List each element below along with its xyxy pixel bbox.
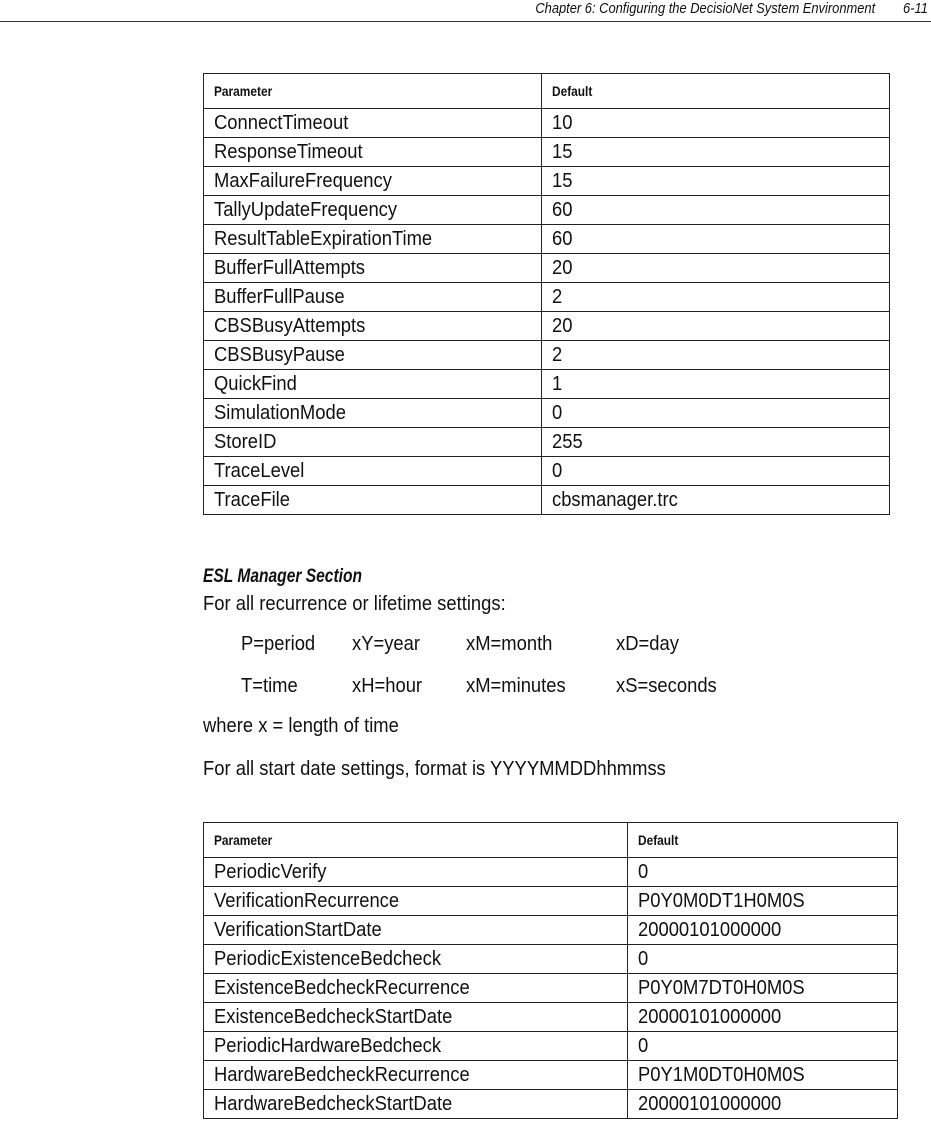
default-value-cell: 15 — [542, 138, 890, 167]
chapter-title: Chapter 6: Configuring the DecisioNet System Environment — [535, 0, 875, 17]
recurrence-intro: For all recurrence or lifetime settings: — [203, 593, 506, 615]
legend-minutes: xM=minutes — [466, 675, 566, 697]
parameter-name-cell: PeriodicHardwareBedcheck — [204, 1032, 628, 1061]
table-row — [204, 428, 890, 457]
legend-seconds: xS=seconds — [616, 675, 717, 697]
default-value-cell: 20000101000000 — [628, 1003, 898, 1032]
table-row — [204, 109, 890, 138]
table-row — [204, 399, 890, 428]
table-header-row — [204, 823, 898, 858]
legend-day: xD=day — [616, 633, 679, 655]
parameter-name-cell: TraceLevel — [204, 457, 542, 486]
table-row — [204, 312, 890, 341]
default-value-cell: 2 — [542, 341, 890, 370]
legend-period: P=period — [241, 633, 316, 655]
default-value-cell: 0 — [628, 1032, 898, 1061]
default-value-cell: 60 — [542, 225, 890, 254]
parameter-name-cell: HardwareBedcheckStartDate — [204, 1090, 628, 1119]
parameter-name-cell: QuickFind — [204, 370, 542, 399]
parameter-name-cell: MaxFailureFrequency — [204, 167, 542, 196]
legend-month: xM=month — [466, 633, 553, 655]
parameter-name-cell: SimulationMode — [204, 399, 542, 428]
table-row — [204, 225, 890, 254]
table-row — [204, 1090, 898, 1119]
table-row — [204, 858, 898, 887]
default-value-cell: 0 — [542, 399, 890, 428]
parameter-name-cell: HardwareBedcheckRecurrence — [204, 1061, 628, 1090]
start-date-format: For all start date settings, format is YYYYMMDDhhmmss — [203, 758, 666, 780]
parameter-name-cell: PeriodicExistenceBedcheck — [204, 945, 628, 974]
table-row — [204, 341, 890, 370]
default-value-cell: 1 — [542, 370, 890, 399]
default-value-cell: 20000101000000 — [628, 916, 898, 945]
column-header-parameter: Parameter — [204, 74, 542, 109]
parameter-name-cell: ConnectTimeout — [204, 109, 542, 138]
table-row — [204, 916, 898, 945]
parameter-name-cell: TallyUpdateFrequency — [204, 196, 542, 225]
parameter-name-cell: CBSBusyPause — [204, 341, 542, 370]
table-header-row — [204, 74, 890, 109]
default-value-cell: cbsmanager.trc — [542, 486, 890, 515]
table-row — [204, 138, 890, 167]
parameter-name-cell: StoreID — [204, 428, 542, 457]
default-value-cell: 20000101000000 — [628, 1090, 898, 1119]
default-value-cell: 2 — [542, 283, 890, 312]
column-header-default: Default — [542, 74, 890, 109]
table-row — [204, 457, 890, 486]
table-row — [204, 974, 898, 1003]
parameter-name-cell: BufferFullPause — [204, 283, 542, 312]
default-value-cell: 0 — [542, 457, 890, 486]
parameter-name-cell: VerificationRecurrence — [204, 887, 628, 916]
parameter-name-cell: VerificationStartDate — [204, 916, 628, 945]
parameter-name-cell: ExistenceBedcheckRecurrence — [204, 974, 628, 1003]
page-number: 6-11 — [903, 0, 928, 17]
table-row — [204, 1032, 898, 1061]
column-header-parameter: Parameter — [204, 823, 628, 858]
table-row — [204, 945, 898, 974]
table-row — [204, 254, 890, 283]
default-value-cell: 0 — [628, 945, 898, 974]
parameter-name-cell: BufferFullAttempts — [204, 254, 542, 283]
table-row — [204, 196, 890, 225]
default-value-cell: 15 — [542, 167, 890, 196]
table-row — [204, 486, 890, 515]
esl-manager-parameter-table — [203, 822, 898, 1119]
legend-hour: xH=hour — [352, 675, 423, 697]
length-definition: where x = length of time — [203, 715, 399, 737]
default-value-cell: 255 — [542, 428, 890, 457]
parameter-name-cell: CBSBusyAttempts — [204, 312, 542, 341]
section-title: ESL Manager Section — [203, 566, 363, 587]
table-row — [204, 283, 890, 312]
default-value-cell: 20 — [542, 312, 890, 341]
default-value-cell: P0Y0M0DT1H0M0S — [628, 887, 898, 916]
parameter-name-cell: ExistenceBedcheckStartDate — [204, 1003, 628, 1032]
default-value-cell: P0Y0M7DT0H0M0S — [628, 974, 898, 1003]
default-value-cell: 10 — [542, 109, 890, 138]
table-row — [204, 1061, 898, 1090]
parameter-name-cell: ResultTableExpirationTime — [204, 225, 542, 254]
cbs-manager-parameter-table — [203, 73, 890, 515]
table-row — [204, 887, 898, 916]
column-header-default: Default — [628, 823, 898, 858]
parameter-name-cell: TraceFile — [204, 486, 542, 515]
parameter-name-cell: PeriodicVerify — [204, 858, 628, 887]
default-value-cell: 0 — [628, 858, 898, 887]
legend-time: T=time — [241, 675, 298, 697]
table-row — [204, 167, 890, 196]
parameter-name-cell: ResponseTimeout — [204, 138, 542, 167]
legend-year: xY=year — [352, 633, 421, 655]
running-header — [0, 0, 931, 22]
default-value-cell: 20 — [542, 254, 890, 283]
default-value-cell: 60 — [542, 196, 890, 225]
table-row — [204, 370, 890, 399]
default-value-cell: P0Y1M0DT0H0M0S — [628, 1061, 898, 1090]
table-row — [204, 1003, 898, 1032]
